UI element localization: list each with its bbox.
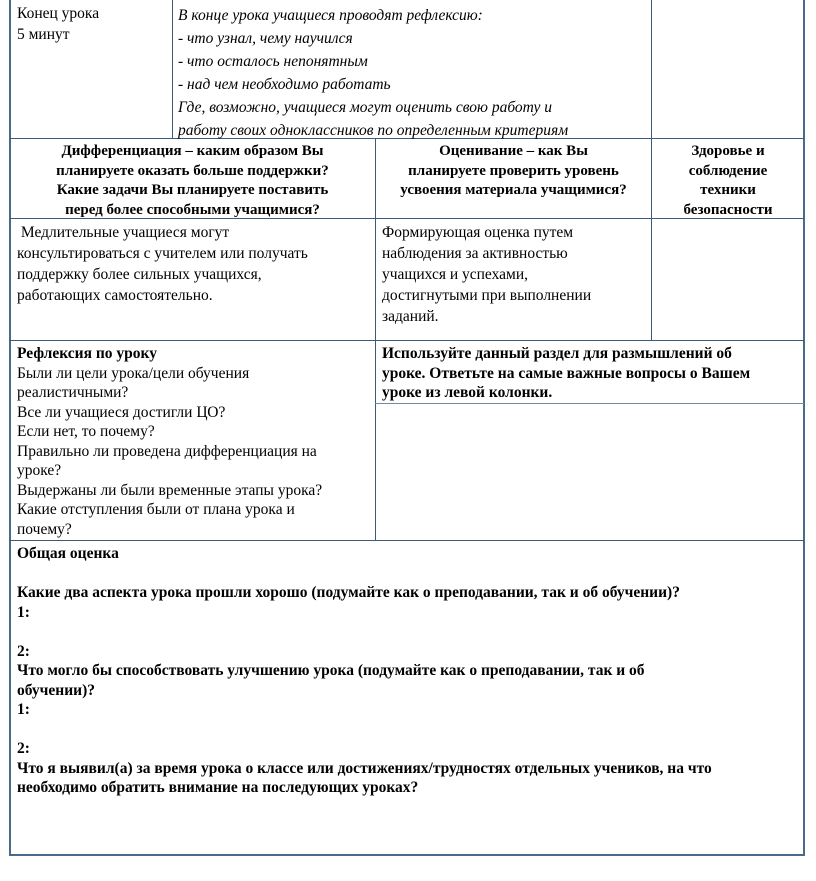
row1-divider-2 xyxy=(651,0,652,138)
reflection-question: Все ли учащиеся достигли ЦО? xyxy=(17,403,226,421)
content-line: В конце урока учащиеся проводят рефлексию: xyxy=(178,7,483,24)
summary-question-3-cont: необходимо обратить внимание на последующих уроках? xyxy=(17,779,419,796)
assessment-content: Формирующая оценка путем наблюдения за активностью учащихся и успехами, достигнутыми при выполнении заданий. xyxy=(382,224,592,325)
assessment-header: Оценивание – как Вы планируете проверить уровень усвоения материала учащимися? xyxy=(400,143,627,198)
health-header: Здоровье и соблюдение техники безопасности xyxy=(683,143,773,218)
summary-answer-1: 1: xyxy=(17,701,30,718)
reflection-question: почему? xyxy=(17,520,72,538)
reflection-cell xyxy=(17,344,372,539)
stage-content-cell xyxy=(178,4,648,142)
content-line: - что осталось непонятным xyxy=(178,53,368,70)
reflection-question: Какие отступления были от плана урока и xyxy=(17,501,295,518)
summary-title: Общая оценка xyxy=(17,545,119,562)
summary-answer-1: 1: xyxy=(17,603,30,621)
content-line: Где, возможно, учащиеся могут оценить свою работу и xyxy=(178,99,552,116)
stage-duration: 5 минут xyxy=(17,25,70,43)
reflection-question: реалистичными? xyxy=(17,384,129,401)
content-line: работу своих одноклассников по определенным критериям xyxy=(178,122,569,139)
blank-line xyxy=(17,564,802,584)
stage-name: Конец урока xyxy=(17,5,100,22)
reflection-question: Были ли цели урока/цели обучения xyxy=(17,364,250,382)
content-line: - над чем необходимо работать xyxy=(178,76,391,93)
summary-question-3: Что я выявил(а) за время урока о классе или достижениях/трудностях отдельных учеников, на что xyxy=(17,759,712,777)
content-line: - что узнал, чему научился xyxy=(178,30,353,47)
row3-bottom-border xyxy=(10,340,804,341)
summary-answer-2: 2: xyxy=(17,642,30,660)
reflection-title: Рефлексия по уроку xyxy=(17,345,157,362)
reflection-question: Выдержаны ли были временные этапы урока? xyxy=(17,481,323,499)
summary-answer-2: 2: xyxy=(17,740,30,757)
summary-question-2: Что могло бы способствовать улучшению урока (подумайте как о преподавании, так и об xyxy=(17,662,645,679)
reflection-instruction: Используйте данный раздел для размышлений об уроке. Ответьте на самые важные вопросы о Вашем уроке из левой колонки. xyxy=(382,345,751,401)
reflection-question: Правильно ли проведена дифференциация на xyxy=(17,442,317,460)
reflection-answer-area[interactable] xyxy=(376,404,804,540)
summary-cell xyxy=(17,544,802,798)
blank-line xyxy=(17,622,802,642)
differentiation-header: Дифференциация – каким образом Вы планируете оказать больше поддержки? Какие задачи Вы планируете поставить перед более способными учащимися? xyxy=(56,143,329,218)
reflection-question: уроке? xyxy=(17,462,62,479)
summary-question-2-cont: обучении)? xyxy=(17,681,95,699)
reflection-bottom-border xyxy=(10,540,804,541)
reflection-question: Если нет, то почему? xyxy=(17,423,155,440)
row1-divider-1 xyxy=(172,0,173,138)
blank-line xyxy=(17,720,802,740)
stage-cell xyxy=(17,4,167,45)
differentiation-content: Медлительные учащиеся могут консультироваться с учителем или получать поддержку более сильных учащихся, работающих самостоятельно. xyxy=(17,224,308,304)
summary-question-1: Какие два аспекта урока прошли хорошо (подумайте как о преподавании, так и об обучении)? xyxy=(17,584,680,601)
